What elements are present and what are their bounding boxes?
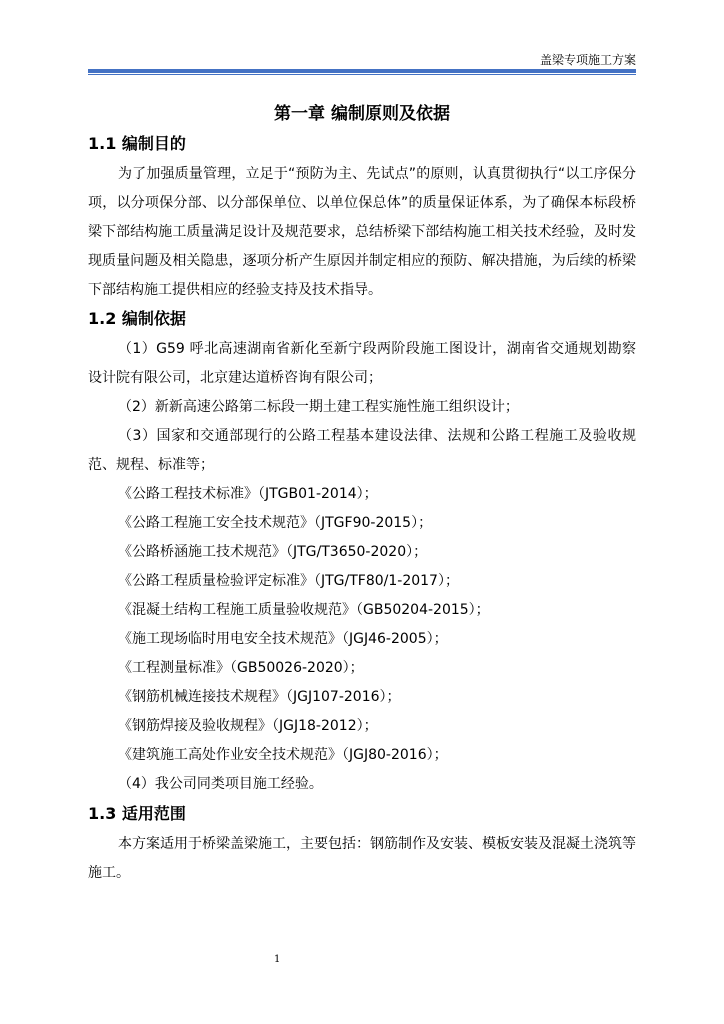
paragraph-basis-1: （1）G59 呼北高速湖南省新化至新宁段两阶段施工图设计，湖南省交通规划勘察设计院有限公司，北京建达道桥咨询有限公司； (88, 341, 636, 386)
chapter-title: 第一章 编制原则及依据 (274, 104, 450, 124)
list-item: 《混凝土结构工程施工质量验收规范》（GB50204-2015）； (118, 602, 490, 618)
paragraph-scope: 本方案适用于桥梁盖梁施工，主要包括：钢筋制作及安装、模板安装及混凝土浇筑等施工。 (88, 836, 636, 881)
section-heading-1-1: 1.1 编制目的 (88, 134, 186, 153)
list-item: 《公路桥涵施工技术规范》（JTG/T3650-2020）； (118, 544, 428, 560)
list-item: 《建筑施工高处作业安全技术规范》（JGJ80-2016）； (118, 747, 448, 763)
paragraph-purpose: 为了加强质量管理，立足于“预防为主、先试点”的原则，认真贯彻执行“以工序保分项，以分项保分部、以分部保单位、以单位保总体”的质量保证体系，为了确保本标段桥梁下部结构施工质量满足设计及规范要求，总结桥梁下部结构施工相关技术经验，及时发现质量问题及相关隐患，逐项分析产生原因并制定相应的预防、解决措施，为后续的桥梁下部结构施工提供相应的经验支持及技术指导。 (88, 166, 636, 298)
header-rule-thin (88, 74, 636, 75)
paragraph-basis-3: （3）国家和交通部现行的公路工程基本建设法律、法规和公路工程施工及验收规范、规程、标准等； (88, 428, 636, 473)
list-item: （4）我公司同类项目施工经验。 (118, 776, 323, 792)
section-heading-1-3: 1.3 适用范围 (88, 804, 186, 823)
list-item: 《公路工程质量检验评定标准》（JTG/TF80/1-2017）； (118, 573, 459, 589)
list-item: 《钢筋焊接及验收规程》（JGJ18-2012）； (118, 718, 378, 734)
page-number: 1 (274, 954, 281, 965)
section-heading-1-2: 1.2 编制依据 (88, 309, 186, 328)
list-item: 《公路工程施工安全技术规范》（JTGF90-2015）； (118, 515, 433, 531)
reference-list (118, 480, 490, 799)
list-item: 《施工现场临时用电安全技术规范》（JGJ46-2005）； (118, 631, 448, 647)
list-item: 《钢筋机械连接技术规程》（JGJ107-2016）； (118, 689, 401, 705)
paragraph-basis-2: （2）新新高速公路第二标段一期土建工程实施性施工组织设计； (118, 399, 519, 415)
header-rule (88, 69, 636, 73)
list-item: 《工程测量标准》（GB50026-2020）； (118, 660, 364, 676)
list-item: 《公路工程技术标准》（JTGB01-2014）； (118, 486, 378, 502)
running-header: 盖梁专项施工方案 (539, 53, 636, 67)
